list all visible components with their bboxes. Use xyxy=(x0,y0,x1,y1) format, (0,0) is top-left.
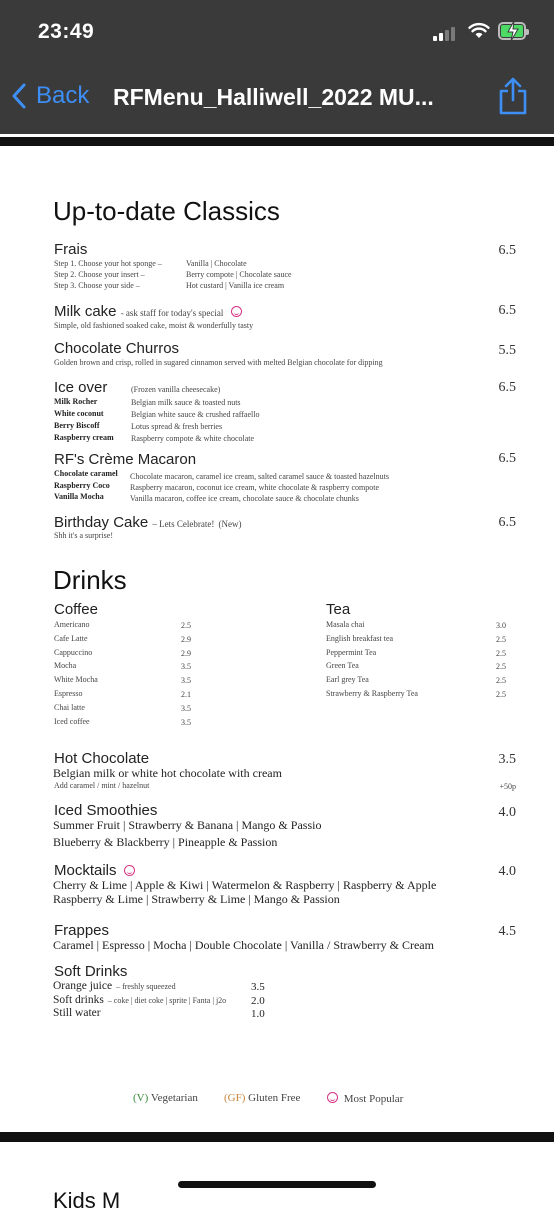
tea-item-price: 2.5 xyxy=(496,662,506,672)
birthday-cake-name: Birthday Cake xyxy=(54,514,149,531)
ice-over-option-name: White coconut xyxy=(54,409,104,418)
churros-title: Chocolate Churros xyxy=(54,340,180,357)
page-divider xyxy=(0,1132,554,1142)
hot-chocolate-title: Hot Chocolate xyxy=(54,750,150,767)
share-icon[interactable] xyxy=(497,76,529,116)
frais-step-options: Berry compote | Chocolate sauce xyxy=(186,270,292,279)
milk-cake-desc: Simple, old fashioned soaked cake, moist & wonderfully tasty xyxy=(54,321,254,330)
mocktails-name: Mocktails xyxy=(54,862,117,879)
coffee-item-price: 3.5 xyxy=(181,662,191,672)
smoothies-flavours: Blueberry & Blackberry | Pineapple & Passion xyxy=(53,835,278,849)
legend-gluten-free: (GF) Gluten Free xyxy=(224,1092,301,1104)
macaron-option-desc: Raspberry macaron, coconut ice cream, white chocolate & raspberry compote xyxy=(130,483,380,492)
ice-over-option-name: Berry Biscoff xyxy=(54,421,100,430)
milk-cake-title xyxy=(54,303,242,320)
smoothies-price: 4.0 xyxy=(498,805,516,820)
macaron-option-name: Raspberry Coco xyxy=(54,481,110,490)
soft-drink-price: 2.0 xyxy=(251,994,265,1007)
churros-desc: Golden brown and crisp, rolled in sugared cinnamon served with melted Belgian chocolate for dipping xyxy=(54,358,383,367)
frais-step-label: Step 2. Choose your insert – xyxy=(54,270,145,279)
tea-item-name: Strawberry & Raspberry Tea xyxy=(326,689,418,698)
smoothies-title: Iced Smoothies xyxy=(54,802,158,819)
top-bar xyxy=(0,0,554,134)
soft-drink-item xyxy=(53,980,176,992)
milk-cake-name: Milk cake xyxy=(54,303,117,320)
coffee-item-price: 3.5 xyxy=(181,676,191,686)
macaron-option-desc: Vanilla macaron, coffee ice cream, chocolate sauce & chocolate chunks xyxy=(130,494,359,503)
classics-heading: Up-to-date Classics xyxy=(53,196,280,226)
coffee-item-price: 3.5 xyxy=(181,703,191,713)
most-popular-icon xyxy=(327,1092,338,1103)
tea-item-price: 3.0 xyxy=(496,621,506,630)
tea-item-name: English breakfast tea xyxy=(326,633,394,643)
frappes-price: 4.5 xyxy=(498,924,516,939)
hot-chocolate-desc: Belgian milk or white hot chocolate with cream xyxy=(53,766,282,780)
coffee-item-name: Cappuccino xyxy=(54,647,93,657)
tea-item-price: 2.5 xyxy=(496,690,506,699)
birthday-cake-price: 6.5 xyxy=(498,515,516,530)
tea-item-name: Earl grey Tea xyxy=(326,675,369,685)
soft-drink-note: – freshly squeezed xyxy=(116,982,176,991)
ice-over-option-desc: Belgian milk sauce & toasted nuts xyxy=(131,398,241,407)
soft-drink-note: – coke | diet coke | sprite | Fanta | j2o xyxy=(107,995,227,1005)
birthday-cake-note: – Lets Celebrate! xyxy=(152,519,215,529)
macaron-option-name: Chocolate caramel xyxy=(54,469,118,478)
ice-over-option-desc: Lotus spread & fresh berries xyxy=(131,422,223,431)
status-time: 23:49 xyxy=(38,20,95,43)
coffee-item-name: Chai latte xyxy=(54,702,85,712)
soft-drink-item xyxy=(53,1007,105,1019)
milk-cake-note: - ask staff for today's special xyxy=(120,308,224,318)
tea-item-name: Peppermint Tea xyxy=(326,647,377,657)
ice-over-price: 6.5 xyxy=(498,380,516,395)
most-popular-icon xyxy=(124,865,135,876)
tea-item-price: 2.5 xyxy=(496,648,506,658)
smoothies-flavours: Summer Fruit | Strawberry & Banana | Mango & Passio xyxy=(53,818,322,832)
cellular-signal-icon xyxy=(433,25,461,41)
tea-item-price: 2.5 xyxy=(496,634,506,644)
tea-item-name: Green Tea xyxy=(326,661,359,671)
ice-over-note: (Frozen vanilla cheesecake) xyxy=(131,385,221,394)
frais-step-label: Step 3. Choose your side – xyxy=(54,281,140,290)
legend-vegetarian: (V) Vegetarian xyxy=(133,1092,198,1104)
coffee-item-name: White Mocha xyxy=(54,675,98,685)
hot-chocolate-price: 3.5 xyxy=(498,752,516,767)
mocktails-price: 4.0 xyxy=(498,864,516,879)
mocktails-flavours: Cherry & Lime | Apple & Kiwi | Watermelon & Raspberry | Raspberry & Apple xyxy=(53,878,437,892)
home-indicator[interactable] xyxy=(178,1181,376,1188)
birthday-cake-desc: Shh it's a surprise! xyxy=(54,531,113,540)
hot-chocolate-addon: Add caramel / mint / hazelnut xyxy=(54,781,150,790)
coffee-item-price: 2.1 xyxy=(181,690,191,699)
chevron-left-icon xyxy=(12,83,26,109)
tea-title: Tea xyxy=(326,601,351,618)
soft-drink-name: Soft drinks xyxy=(53,993,104,1006)
ice-over-option-name: Raspberry cream xyxy=(54,433,114,442)
birthday-cake-title xyxy=(54,514,242,531)
macaron-title: RF's Crème Macaron xyxy=(54,451,197,468)
battery-charging-icon xyxy=(498,22,526,40)
next-page xyxy=(0,1142,554,1213)
new-badge: (New) xyxy=(218,519,242,529)
coffee-item-price: 2.9 xyxy=(181,634,191,644)
soft-drink-name: Orange juice xyxy=(53,980,113,992)
kids-menu-heading: Kids M xyxy=(53,1188,121,1213)
frais-price: 6.5 xyxy=(498,243,516,258)
back-button[interactable] xyxy=(12,82,89,110)
coffee-item-name: Espresso xyxy=(54,689,83,698)
soft-drink-price: 3.5 xyxy=(251,981,265,993)
drinks-heading: Drinks xyxy=(53,565,127,595)
coffee-item-name: Cafe Latte xyxy=(54,633,88,643)
ice-over-option-desc: Belgian white sauce & crushed raffaello xyxy=(131,410,260,419)
legend-most-popular: Most Popular xyxy=(324,1092,403,1105)
tea-item-name: Masala chai xyxy=(326,620,365,629)
wifi-icon xyxy=(468,22,490,40)
ice-over-title: Ice over xyxy=(54,379,108,396)
page-divider xyxy=(0,137,554,146)
macaron-option-desc: Chocolate macaron, caramel ice cream, salted caramel sauce & toasted hazelnuts xyxy=(130,472,389,481)
ice-over-option-name: Milk Rocher xyxy=(54,397,98,406)
frais-step-options: Vanilla | Chocolate xyxy=(186,259,247,268)
mocktails-flavours: Raspberry & Lime | Strawberry & Lime | Mango & Passion xyxy=(53,892,340,906)
milk-cake-price: 6.5 xyxy=(498,303,516,318)
soft-drinks-title: Soft Drinks xyxy=(54,963,128,980)
most-popular-icon xyxy=(231,306,242,317)
mocktails-title xyxy=(54,862,135,879)
coffee-item-name: Iced coffee xyxy=(54,716,90,726)
coffee-item-name: Mocha xyxy=(54,661,77,671)
frais-title: Frais xyxy=(54,241,88,258)
frappes-title: Frappes xyxy=(54,922,110,939)
back-label: Back xyxy=(36,82,90,109)
frappes-flavours: Caramel | Espresso | Mocha | Double Chocolate | Vanilla / Strawberry & Cream xyxy=(53,938,434,952)
churros-price: 5.5 xyxy=(498,343,516,358)
document-title: RFMenu_Halliwell_2022 MU... xyxy=(113,84,434,110)
soft-drink-item xyxy=(53,994,226,1006)
coffee-item-price: 2.9 xyxy=(181,648,191,658)
coffee-item-price: 3.5 xyxy=(181,717,191,727)
soft-drink-name: Still water xyxy=(53,1007,101,1019)
hot-chocolate-addon-price: +50p xyxy=(499,782,516,791)
frais-step-label: Step 1. Choose your hot sponge – xyxy=(54,259,162,268)
frais-step-options: Hot custard | Vanilla ice cream xyxy=(186,281,285,290)
coffee-item-name: Americano xyxy=(54,620,90,629)
soft-drink-price: 1.0 xyxy=(251,1008,265,1020)
coffee-item-price: 2.5 xyxy=(181,621,191,630)
macaron-option-name: Vanilla Mocha xyxy=(54,492,104,501)
ice-over-option-desc: Raspberry compote & white chocolate xyxy=(131,434,255,443)
coffee-title: Coffee xyxy=(54,601,98,618)
macaron-price: 6.5 xyxy=(498,451,516,466)
tea-item-price: 2.5 xyxy=(496,676,506,686)
